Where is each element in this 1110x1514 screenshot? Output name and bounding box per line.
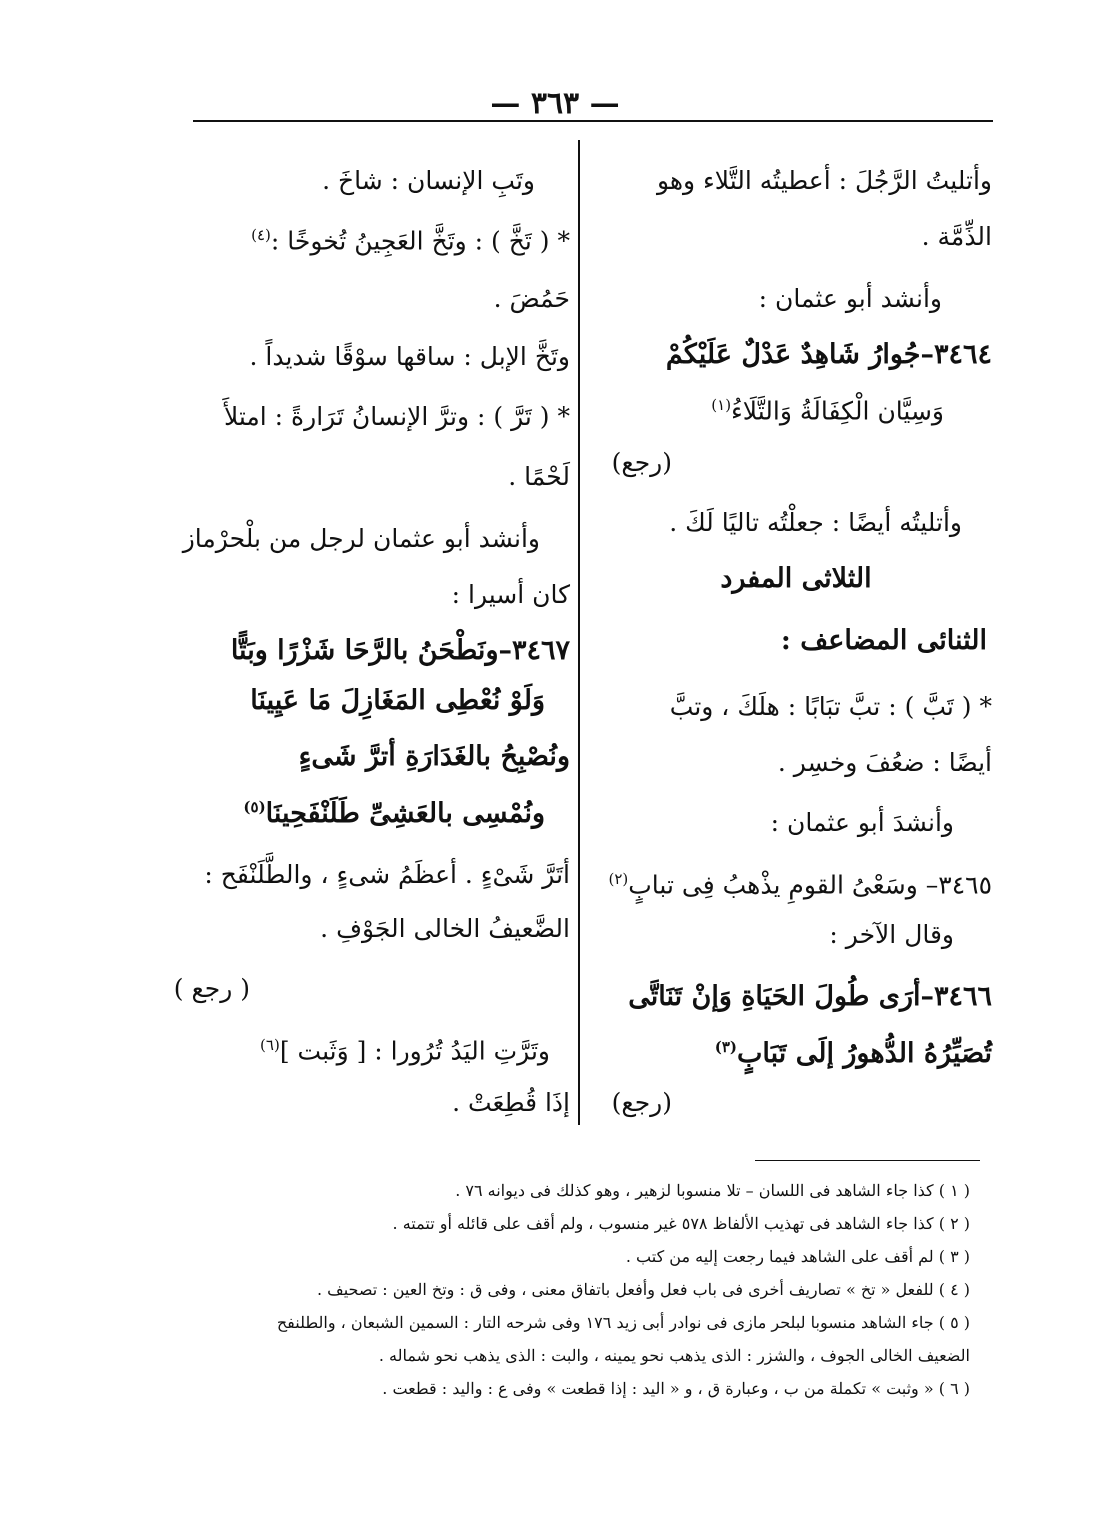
return-marker: (رجع) (611, 1088, 672, 1117)
text-line: وأنشد أبو عثمان لرجل من بلْحرْماز (182, 524, 540, 553)
text-line: إذَا قُطِعَتْ . (452, 1088, 570, 1117)
text-line: كان أسيرا : (451, 580, 570, 609)
verse-line: وَلَوْ نُعْطِى المَغَازِلَ مَا عَيِينَا (250, 685, 545, 716)
text-line: لَحْمًا . (508, 462, 570, 491)
page-number: — ٣٦٣ — (490, 86, 620, 121)
section-heading: الثنائى المضاعف : (780, 625, 987, 656)
footnote-marker: (٤) (251, 226, 271, 244)
footnote-2: ( ٢ ) كذا جاء الشاهد فى تهذيب الألفاظ ٥٧٨ غير منسوب ، ولم أقف على قائله أو تتمته . (392, 1214, 970, 1233)
text-line: وأتليتُ الرَّجُلَ : أعطيتُه التَّلاء وهو (656, 166, 992, 195)
footnote-marker: (٥) (243, 798, 266, 816)
text-line: حَمُضَ . (493, 284, 570, 313)
header-rule (193, 120, 993, 122)
footnote-marker: (١) (711, 396, 732, 414)
text-line: وقال الآخر : (829, 920, 954, 949)
footnote-marker: (٣) (714, 1038, 738, 1056)
footnote-1: ( ١ ) كذا جاء الشاهد فى اللسان – تلا منسوبا لزهير ، وهو كذلك فى ديوانه ٧٦ . (455, 1181, 970, 1200)
footnote-4: ( ٤ ) للفعل « تخ » تصاريف أخرى فى باب فعل وأفعل باتفاق معنى ، وفى ق : وتخ العين : تصحيف . (316, 1280, 970, 1299)
text-line: وأنشد أبو عثمان : (758, 284, 942, 313)
text-line: وتَبِ الإنسان : شاخَ . (322, 166, 535, 195)
footnote-5: ( ٥ ) جاء الشاهد منسوبا لبلحر مازى فى نوادر أبى زيد ١٧٦ وفى شرحه التار : السمين الشبعان ، والطلنفح (276, 1313, 970, 1332)
entry-line: * ( تَرَّ ) : وترَّ الإنسانُ تَرَارةً : امتلأَ (223, 402, 570, 431)
text-line: وتَخَّ الإبل : ساقها سوْقًا شديداً . (249, 342, 570, 371)
return-marker: (رجع) (611, 448, 672, 477)
verse-line: تُصَيِّرُهُ الدُّهورُ إلَى تَبَابٍ$^{(٣)}$ (714, 1038, 992, 1069)
footnote-marker: (٦) (260, 1036, 280, 1054)
footnote-3: ( ٣ ) لم أقف على الشاهد فيما رجعت إليه من كتب . (625, 1247, 970, 1266)
entry-line: * ( تَخَّ ) : وتَخَّ العَجِينُ تُخوخًا :$^{(٤)}$ (251, 226, 570, 256)
verse-line: وَسِيَّان الْكِفَالَةُ وَالتَّلَاءُ$^{(١)}$ (711, 396, 944, 426)
footnote-6: ( ٦ ) « وثبت » تكملة من ب ، وعبارة ق ، و « اليد : إذا قطعت » وفى ع : واليد : قطعت . (382, 1379, 970, 1398)
verse-line: ٣٤٦٤–جُوارُ شَاهِدٌ عَدْلٌ عَلَيْكُمْ (665, 339, 992, 370)
text-line: الذِّمَّة . (921, 222, 992, 251)
text-line: وأنشدَ أبو عثمان : (770, 808, 954, 837)
text-line: وتَرَّتِ اليَدُ تُرُورا : [ وَثَبت ]$^{(٦)}$ (260, 1036, 550, 1066)
footnote-5-continued: الضعيف الخالى الجوف ، والشزر : الذى يذهب نحو يمينه ، والبت : الذى يذهب نحو شماله . (378, 1346, 970, 1365)
section-heading: الثلاثى المفرد (720, 563, 872, 594)
text-line: وأتليتُه أيضًا : جعلْتُه تاليًا لَكَ . (669, 508, 962, 537)
text-line: أتَرَّ شَىْءٍ . أعظَمُ شىءٍ ، والطَّلَنْفَح : (204, 860, 570, 889)
verse-line: ونُمْسِى بالعَشِىِّ طَلَنْفَحِينَا$^{(٥)}$ (243, 798, 545, 829)
footnote-marker: (٢) (608, 870, 629, 888)
footnote-rule (755, 1160, 980, 1161)
verse-line: ٣٤٦٥– وسَعْىُ القومِ يذْهبُ فِى تبابٍ$^{(٢)}$ (608, 870, 992, 900)
verse-line: ٣٤٦٦–أرَى طُولَ الحَيَاةِ وَإنْ تَنَاتَّى (628, 981, 992, 1012)
column-divider (578, 140, 580, 1125)
text-line: أيضًا : ضعُفَ وخسِر . (777, 748, 992, 777)
verse-line: ونُصْبِحُ بالغَدَارَةِ أترَّ شَىءٍ (298, 741, 570, 772)
verse-line: ٣٤٦٧–ونَطْحَنُ بالرَّحَا شَزْرًا وبَتًّا (230, 635, 570, 666)
entry-line: * ( تَبَّ ) : تبَّ تبَابًا : هلَكَ ، وتبَّ (669, 692, 992, 721)
return-marker: ( رجع ) (173, 974, 250, 1003)
text-line: الضَّعيفُ الخالى الجَوْفِ . (320, 914, 570, 943)
